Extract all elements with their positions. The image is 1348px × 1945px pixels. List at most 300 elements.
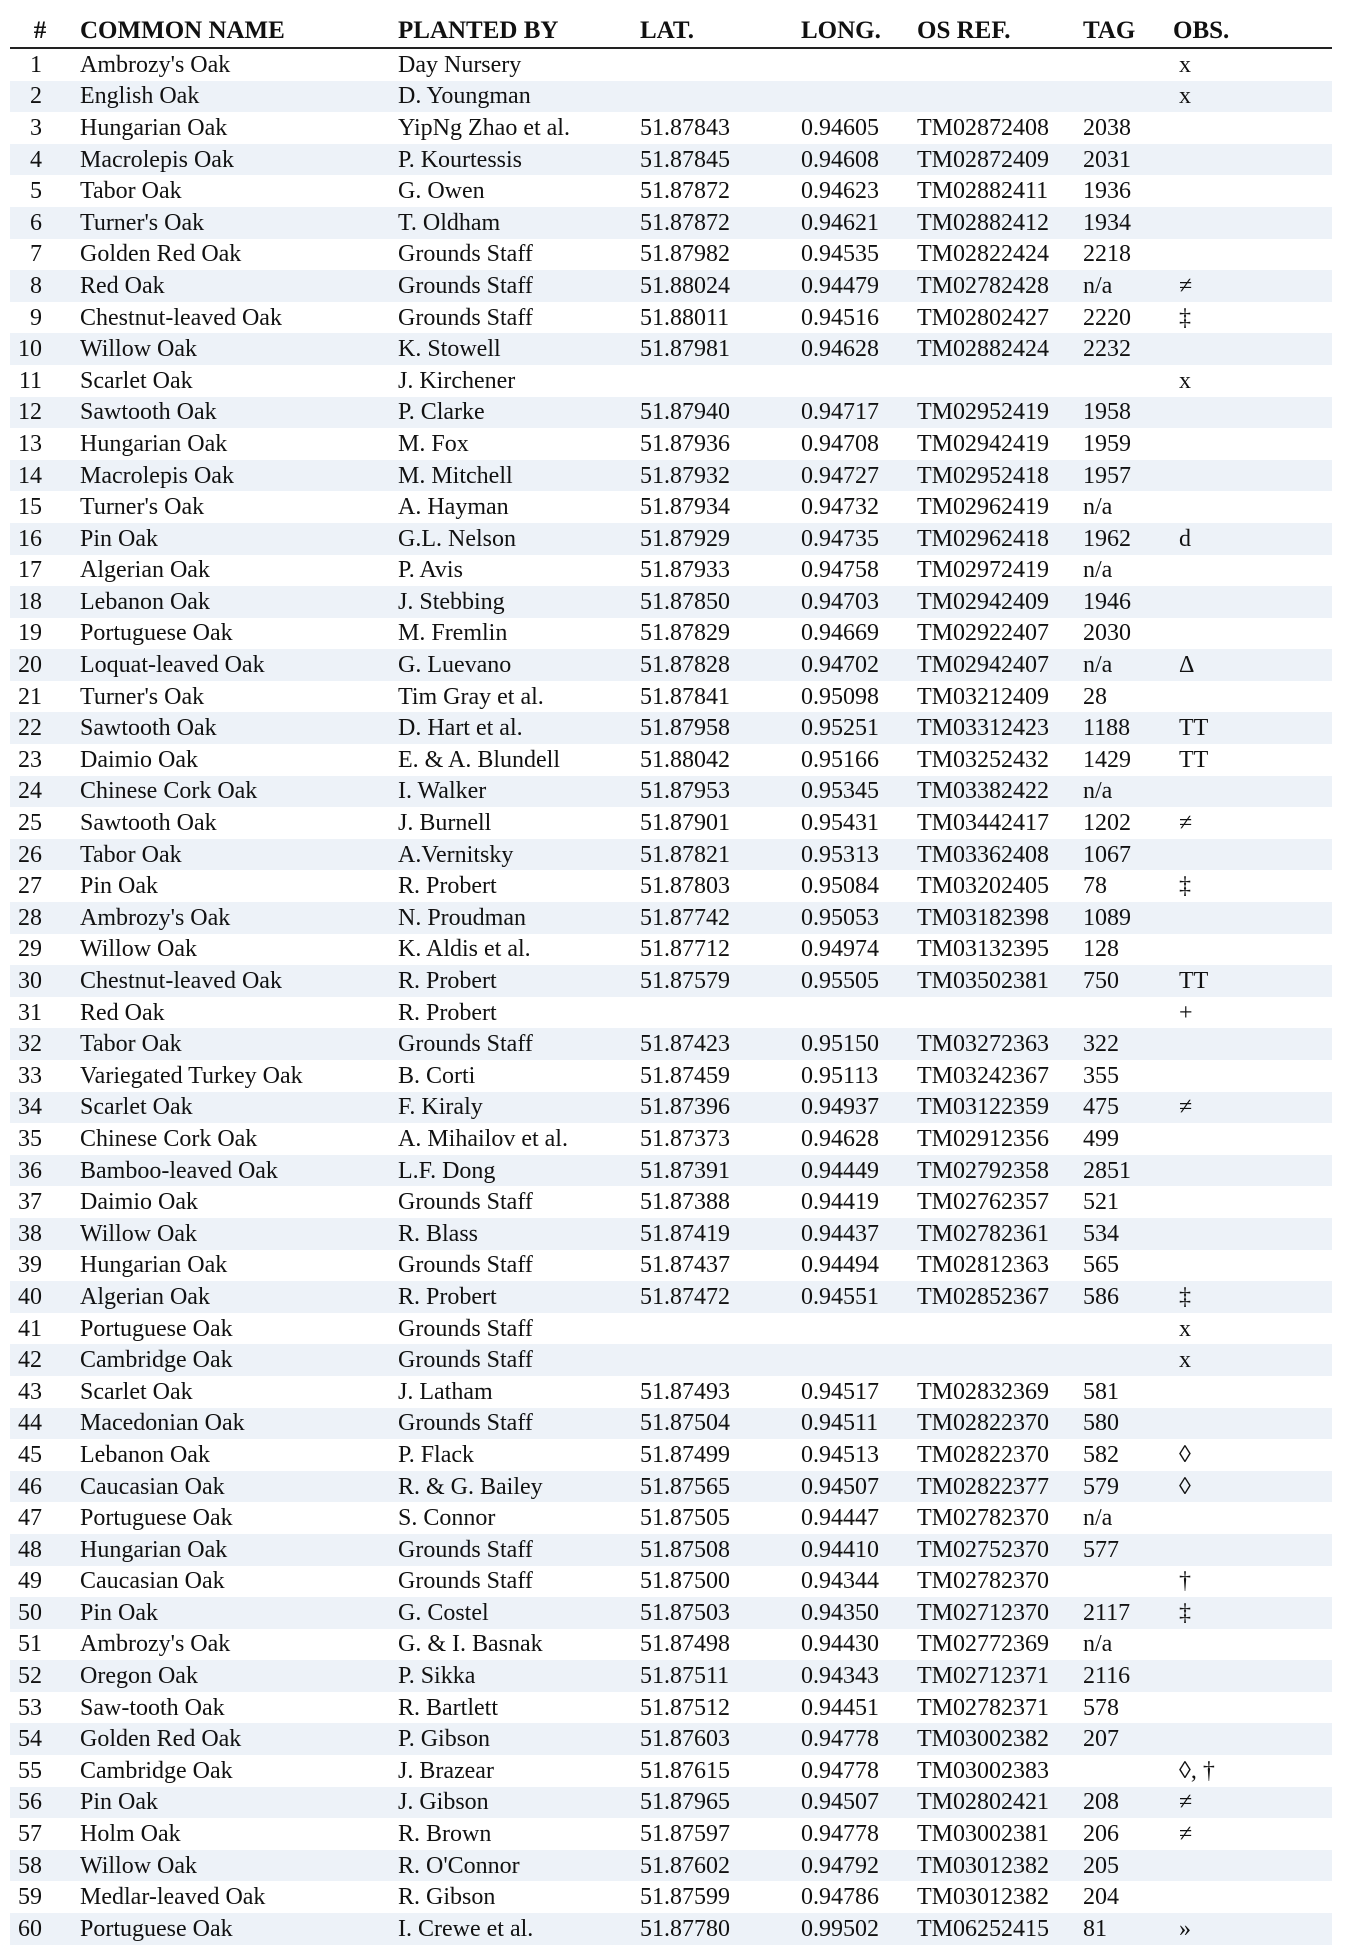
cell-planted-by: R. Brown [398, 1821, 492, 1848]
cell-tag: 2031 [1079, 144, 1169, 176]
cell-obs [1169, 397, 1332, 429]
header-num: # [10, 14, 70, 48]
cell-tag: 499 [1083, 1125, 1119, 1152]
cell-tag [1079, 81, 1169, 113]
table-row [10, 1755, 1332, 1787]
cell-num: 55 [18, 1757, 42, 1784]
table-row [10, 618, 1332, 650]
cell-obs: x [1179, 367, 1191, 394]
cell-obs: TT [1169, 965, 1332, 997]
cell-lat: 51.87511 [632, 1660, 787, 1692]
cell-os-ref: TM02802421 [897, 1787, 1079, 1819]
cell-planted-by: J. Latham [398, 1378, 493, 1405]
cell-long: 0.94758 [801, 557, 879, 584]
cell-os-ref: TM03252432 [917, 746, 1049, 773]
table-row [10, 460, 1332, 492]
cell-os-ref: TM03242367 [917, 1062, 1049, 1089]
cell-common-name: Chinese Cork Oak [80, 1125, 258, 1152]
cell-os-ref: TM03012382 [917, 1884, 1049, 1911]
cell-num: 5 [30, 178, 42, 205]
table-row [10, 1881, 1332, 1913]
cell-lat [632, 81, 787, 113]
cell-common-name: Tabor Oak [70, 1028, 390, 1060]
cell-obs: † [1179, 1568, 1191, 1595]
cell-long: 0.94513 [801, 1441, 879, 1468]
cell-common-name: Willow Oak [70, 1218, 390, 1250]
cell-common-name: Loquat-leaved Oak [70, 649, 390, 681]
cell-common-name: Turner's Oak [80, 494, 205, 521]
table-row [10, 48, 1332, 81]
cell-lat: 51.87599 [640, 1884, 730, 1911]
cell-tag [1079, 1344, 1169, 1376]
cell-long: 0.94628 [801, 1125, 879, 1152]
cell-num: 23 [18, 746, 42, 773]
table-row [10, 1313, 1332, 1345]
cell-planted-by: J. Stebbing [390, 586, 632, 618]
cell-lat: 51.87828 [632, 649, 787, 681]
table-row [10, 839, 1332, 871]
cell-planted-by: R. Probert [398, 999, 497, 1026]
cell-os-ref: TM02882424 [897, 333, 1079, 365]
cell-os-ref: TM02972419 [917, 557, 1049, 584]
cell-obs [1169, 460, 1332, 492]
cell-num: 25 [18, 810, 42, 837]
cell-planted-by: Grounds Staff [398, 304, 533, 331]
table-row [10, 1534, 1332, 1566]
cell-lat: 51.87803 [640, 873, 730, 900]
cell-obs [1169, 175, 1332, 207]
cell-long: 0.94702 [787, 649, 897, 681]
table-row [10, 1281, 1332, 1313]
table-row [10, 1218, 1332, 1250]
cell-num: 32 [10, 1028, 70, 1060]
cell-num: 12 [10, 397, 70, 429]
cell-planted-by: P. Avis [398, 557, 463, 584]
table-row [10, 1692, 1332, 1724]
cell-num: 30 [10, 965, 70, 997]
cell-lat: 51.87936 [640, 430, 730, 457]
cell-lat: 51.87565 [632, 1471, 787, 1503]
table-row [10, 397, 1332, 429]
cell-lat: 51.87419 [632, 1218, 787, 1250]
cell-obs [1169, 144, 1332, 176]
cell-lat: 51.87712 [640, 936, 730, 963]
cell-num: 59 [18, 1884, 42, 1911]
cell-planted-by: Grounds Staff [398, 241, 533, 268]
cell-common-name: Sawtooth Oak [70, 397, 390, 429]
cell-long: 0.99502 [787, 1913, 897, 1945]
cell-long: 0.94344 [801, 1568, 879, 1595]
cell-tag: 1067 [1079, 839, 1169, 871]
cell-planted-by: P. Flack [398, 1441, 475, 1468]
cell-os-ref: TM02712370 [897, 1597, 1079, 1629]
cell-planted-by: Grounds Staff [398, 1315, 533, 1342]
cell-planted-by: Day Nursery [398, 51, 522, 78]
cell-long [787, 997, 897, 1029]
cell-planted-by: T. Oldham [390, 207, 632, 239]
cell-obs [1169, 1850, 1332, 1882]
cell-obs: ≠ [1179, 810, 1193, 837]
cell-tag: 578 [1083, 1694, 1119, 1721]
cell-num: 24 [10, 776, 70, 808]
cell-obs [1169, 1660, 1332, 1692]
cell-common-name: Tabor Oak [70, 839, 390, 871]
cell-obs: ≠ [1169, 270, 1332, 302]
cell-lat: 51.87505 [640, 1505, 730, 1532]
cell-os-ref: TM02882411 [917, 178, 1049, 205]
cell-tag: 1962 [1079, 523, 1169, 555]
cell-long: 0.94621 [787, 207, 897, 239]
cell-planted-by: J. Burnell [398, 810, 492, 837]
cell-long: 0.94507 [787, 1787, 897, 1819]
cell-tag: n/a [1079, 649, 1169, 681]
table-row [10, 1408, 1332, 1440]
cell-long [787, 365, 897, 397]
cell-planted-by: R. Probert [390, 965, 632, 997]
cell-common-name: Portuguese Oak [80, 1315, 233, 1342]
table-row [10, 1787, 1332, 1819]
cell-num: 35 [18, 1125, 42, 1152]
cell-long: 0.95505 [787, 965, 897, 997]
cell-planted-by: Grounds Staff [390, 1534, 632, 1566]
cell-obs [1169, 555, 1332, 587]
cell-obs: d [1169, 523, 1332, 555]
cell-common-name: Sawtooth Oak [80, 810, 217, 837]
table-row [10, 965, 1332, 997]
table-row [10, 270, 1332, 302]
cell-tag: 475 [1079, 1092, 1169, 1124]
cell-tag: 1958 [1079, 397, 1169, 429]
cell-obs: Δ [1169, 649, 1332, 681]
cell-tag: 128 [1083, 936, 1119, 963]
cell-num: 57 [18, 1821, 42, 1848]
cell-lat: 51.87821 [632, 839, 787, 871]
cell-common-name: Macedonian Oak [70, 1408, 390, 1440]
cell-lat: 51.87459 [640, 1062, 730, 1089]
table-row [10, 333, 1332, 365]
cell-common-name: Hungarian Oak [80, 430, 228, 457]
cell-num: 21 [18, 683, 42, 710]
cell-long: 0.94608 [787, 144, 897, 176]
cell-common-name: Scarlet Oak [80, 1378, 193, 1405]
cell-planted-by: P. Clarke [390, 397, 632, 429]
cell-planted-by: J. Kirchener [398, 367, 516, 394]
cell-tag: n/a [1079, 270, 1169, 302]
cell-planted-by: Grounds Staff [390, 1344, 632, 1376]
cell-lat: 51.87742 [632, 902, 787, 934]
cell-long: 0.94551 [787, 1281, 897, 1313]
table-body [10, 48, 1332, 1945]
cell-long: 0.95098 [801, 683, 879, 710]
cell-obs: ‡ [1169, 1597, 1332, 1629]
cell-lat: 51.87493 [640, 1378, 730, 1405]
cell-lat: 51.88011 [640, 304, 730, 331]
cell-tag: 581 [1083, 1378, 1119, 1405]
cell-planted-by: R. Probert [390, 1281, 632, 1313]
cell-os-ref: TM02782370 [917, 1505, 1049, 1532]
header-lat: LAT. [632, 14, 787, 48]
cell-num: 15 [18, 494, 42, 521]
cell-os-ref [897, 81, 1079, 113]
cell-lat: 51.87932 [632, 460, 787, 492]
cell-lat: 51.87615 [640, 1757, 730, 1784]
cell-lat: 51.87498 [640, 1631, 730, 1658]
cell-common-name: Portuguese Oak [80, 1505, 233, 1532]
cell-common-name: Lebanon Oak [70, 586, 390, 618]
cell-obs: TT [1169, 712, 1332, 744]
cell-obs [1169, 1186, 1332, 1218]
cell-num: 42 [10, 1344, 70, 1376]
cell-os-ref: TM03212409 [917, 683, 1049, 710]
cell-num: 11 [18, 367, 42, 394]
cell-common-name: Pin Oak [70, 523, 390, 555]
table-row [10, 870, 1332, 902]
cell-tag: 534 [1079, 1218, 1169, 1250]
cell-os-ref: TM02822370 [917, 1441, 1049, 1468]
cell-tag: n/a [1079, 776, 1169, 808]
cell-num: 9 [30, 304, 42, 331]
cell-os-ref: TM03312423 [897, 712, 1079, 744]
cell-lat: 51.87845 [632, 144, 787, 176]
table-row [10, 1629, 1332, 1661]
cell-planted-by: F. Kiraly [390, 1092, 632, 1124]
cell-os-ref: TM02912356 [917, 1125, 1049, 1152]
cell-planted-by: Tim Gray et al. [398, 683, 544, 710]
table-row [10, 1439, 1332, 1471]
cell-lat: 51.87841 [640, 683, 730, 710]
cell-obs [1169, 1629, 1332, 1661]
cell-common-name: Medlar-leaved Oak [80, 1884, 266, 1911]
cell-os-ref: TM03132395 [917, 936, 1049, 963]
cell-tag: 1188 [1079, 712, 1169, 744]
cell-obs [1169, 428, 1332, 460]
cell-long: 0.94451 [801, 1694, 879, 1721]
cell-common-name: Cambridge Oak [80, 1757, 233, 1784]
cell-tag [1079, 997, 1169, 1029]
cell-long [787, 81, 897, 113]
cell-planted-by: S. Connor [398, 1505, 496, 1532]
cell-common-name: Hungarian Oak [80, 114, 228, 141]
table-row [10, 1155, 1332, 1187]
cell-tag [1079, 1755, 1169, 1787]
cell-lat: 51.87780 [632, 1913, 787, 1945]
cell-common-name: Scarlet Oak [80, 367, 193, 394]
cell-obs [1169, 681, 1332, 713]
cell-tag: 1946 [1079, 586, 1169, 618]
cell-lat: 51.87901 [640, 810, 730, 837]
cell-os-ref: TM03202405 [917, 873, 1049, 900]
table-row [10, 523, 1332, 555]
table-row [10, 1566, 1332, 1598]
cell-common-name: Portuguese Oak [80, 620, 233, 647]
cell-long: 0.94717 [787, 397, 897, 429]
cell-common-name: Pin Oak [80, 873, 158, 900]
cell-tag: 2220 [1083, 304, 1131, 331]
cell-long: 0.94778 [787, 1723, 897, 1755]
cell-lat: 51.87512 [640, 1694, 730, 1721]
cell-os-ref: TM03122359 [897, 1092, 1079, 1124]
cell-common-name: Portuguese Oak [70, 1913, 390, 1945]
cell-planted-by: P. Kourtessis [390, 144, 632, 176]
cell-planted-by: Grounds Staff [390, 1028, 632, 1060]
cell-os-ref: TM03002381 [917, 1821, 1049, 1848]
cell-planted-by: A. Hayman [398, 494, 509, 521]
cell-planted-by: R. Bartlett [398, 1694, 498, 1721]
cell-long: 0.94517 [801, 1378, 879, 1405]
cell-long: 0.94708 [801, 430, 879, 457]
cell-lat: 51.87829 [640, 620, 730, 647]
cell-common-name: English Oak [70, 81, 390, 113]
cell-lat: 51.87373 [640, 1125, 730, 1152]
cell-common-name: Lebanon Oak [80, 1441, 210, 1468]
cell-long: 0.94623 [801, 178, 879, 205]
cell-lat: 51.87391 [632, 1155, 787, 1187]
cell-obs [1169, 491, 1332, 523]
cell-num: 33 [18, 1062, 42, 1089]
cell-tag: 2117 [1079, 1597, 1169, 1629]
cell-lat: 51.87934 [640, 494, 730, 521]
cell-planted-by: J. Gibson [390, 1787, 632, 1819]
cell-tag: 204 [1083, 1884, 1119, 1911]
cell-planted-by: K. Aldis et al. [398, 936, 531, 963]
cell-num: 34 [10, 1092, 70, 1124]
table-row [10, 112, 1332, 144]
table-row [10, 1818, 1332, 1850]
cell-lat: 51.87579 [632, 965, 787, 997]
table-row [10, 1850, 1332, 1882]
cell-num: 16 [10, 523, 70, 555]
cell-long: 0.94727 [787, 460, 897, 492]
cell-common-name: Caucasian Oak [70, 1471, 390, 1503]
cell-obs [1169, 239, 1332, 271]
cell-lat [632, 1344, 787, 1376]
cell-num: 46 [10, 1471, 70, 1503]
cell-obs [1169, 1060, 1332, 1092]
cell-os-ref: TM02712371 [897, 1660, 1079, 1692]
cell-long: 0.94447 [801, 1505, 879, 1532]
header-obs: OBS. [1169, 14, 1332, 48]
cell-lat: 51.88024 [632, 270, 787, 302]
cell-long: 0.95345 [787, 776, 897, 808]
cell-common-name: Macrolepis Oak [70, 144, 390, 176]
header-common-name: COMMON NAME [70, 14, 390, 48]
cell-lat: 51.87503 [632, 1597, 787, 1629]
cell-lat: 51.87982 [640, 241, 730, 268]
table-row [10, 1660, 1332, 1692]
cell-obs [1169, 1376, 1332, 1408]
table-row [10, 239, 1332, 271]
cell-long [787, 1344, 897, 1376]
cell-long: 0.94350 [787, 1597, 897, 1629]
cell-common-name: Algerian Oak [70, 1281, 390, 1313]
cell-os-ref: TM02882412 [897, 207, 1079, 239]
cell-planted-by: M. Fox [398, 430, 469, 457]
cell-num: 4 [10, 144, 70, 176]
cell-lat: 51.87437 [640, 1252, 730, 1279]
cell-tag: 1957 [1079, 460, 1169, 492]
cell-tag [1079, 1566, 1169, 1598]
cell-tag: 579 [1079, 1471, 1169, 1503]
cell-obs [1169, 934, 1332, 966]
cell-num: 18 [10, 586, 70, 618]
oak-table [10, 14, 1332, 1945]
cell-num: 31 [18, 999, 42, 1026]
cell-num: 45 [18, 1441, 42, 1468]
cell-long: 0.94507 [787, 1471, 897, 1503]
cell-os-ref: TM02822424 [917, 241, 1049, 268]
cell-lat [632, 997, 787, 1029]
cell-planted-by: G. & I. Basnak [398, 1631, 543, 1658]
cell-lat: 51.87472 [632, 1281, 787, 1313]
cell-obs [1169, 1723, 1332, 1755]
table-row [10, 428, 1332, 460]
cell-tag: n/a [1083, 557, 1113, 584]
cell-common-name: Red Oak [70, 270, 390, 302]
cell-common-name: Willow Oak [80, 936, 198, 963]
cell-lat: 51.87597 [640, 1821, 730, 1848]
table-row [10, 1250, 1332, 1282]
cell-num: 29 [18, 936, 42, 963]
cell-lat: 51.87850 [632, 586, 787, 618]
cell-os-ref: TM03002382 [897, 1723, 1079, 1755]
cell-planted-by: E. & A. Blundell [398, 746, 560, 773]
header-planted-by: PLANTED BY [390, 14, 632, 48]
cell-num: 19 [18, 620, 42, 647]
cell-common-name: Chestnut-leaved Oak [70, 965, 390, 997]
cell-obs: » [1169, 1913, 1332, 1945]
cell-obs [1169, 1534, 1332, 1566]
table-row [10, 555, 1332, 587]
cell-num: 3 [30, 114, 42, 141]
cell-num: 36 [10, 1155, 70, 1187]
cell-tag: 1936 [1083, 178, 1131, 205]
cell-os-ref: TM03002383 [917, 1757, 1049, 1784]
cell-long: 0.94786 [801, 1884, 879, 1911]
cell-lat: 51.87388 [640, 1189, 730, 1216]
cell-lat: 51.87933 [640, 557, 730, 584]
cell-planted-by: J. Brazear [398, 1757, 494, 1784]
cell-os-ref: TM02752370 [897, 1534, 1079, 1566]
cell-tag: 577 [1079, 1534, 1169, 1566]
cell-common-name: Holm Oak [80, 1821, 181, 1848]
cell-common-name: Variegated Turkey Oak [80, 1062, 303, 1089]
cell-lat [632, 365, 787, 397]
cell-num: 49 [18, 1568, 42, 1595]
cell-long: 0.94669 [801, 620, 879, 647]
cell-num: 1 [30, 51, 42, 78]
cell-long: 0.95150 [787, 1028, 897, 1060]
table-row [10, 1186, 1332, 1218]
cell-obs [1169, 1881, 1332, 1913]
cell-common-name: Daimio Oak [80, 1189, 198, 1216]
cell-obs [1169, 839, 1332, 871]
header-row [10, 14, 1332, 48]
cell-long: 0.94343 [787, 1660, 897, 1692]
cell-long: 0.94430 [801, 1631, 879, 1658]
cell-long: 0.94735 [787, 523, 897, 555]
cell-common-name: Saw-tooth Oak [80, 1694, 225, 1721]
cell-num: 38 [10, 1218, 70, 1250]
cell-obs: ‡ [1169, 1281, 1332, 1313]
cell-tag: 1429 [1083, 746, 1131, 773]
cell-planted-by: D. Youngman [390, 81, 632, 113]
cell-long: 0.94535 [801, 241, 879, 268]
cell-common-name: Cambridge Oak [70, 1344, 390, 1376]
cell-tag: 2030 [1083, 620, 1131, 647]
cell-tag: 565 [1083, 1252, 1119, 1279]
cell-common-name: Willow Oak [70, 333, 390, 365]
cell-tag: 1934 [1079, 207, 1169, 239]
